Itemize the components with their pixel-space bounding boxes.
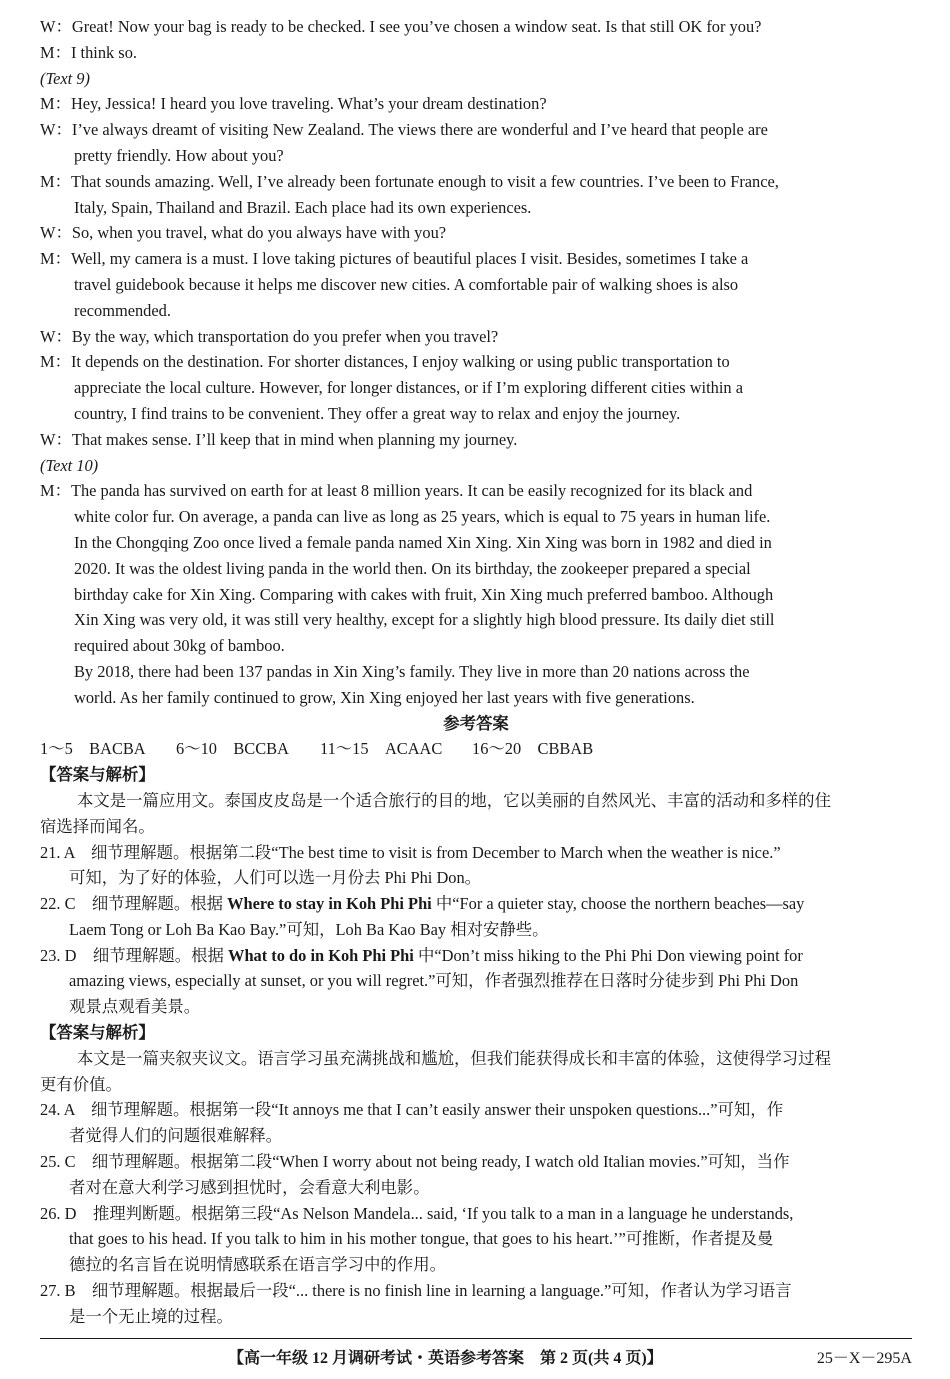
dialogue-line: country, I find trains to be convenient. They offer a great way to relax and enjoy the journey.	[74, 403, 681, 423]
dialogue-line: pretty friendly. How about you?	[74, 145, 284, 165]
monologue-line: By 2018, there had been 137 pandas in Xin Xing’s family. They live in more than 20 nations across the	[74, 661, 750, 681]
dialogue-line: Italy, Spain, Thailand and Brazil. Each place had its own experiences.	[74, 197, 532, 217]
monologue-line: birthday cake for Xin Xing. Comparing with cakes with fruit, Xin Xing much preferred bamboo. Although	[74, 584, 774, 604]
dialogue-line: travel guidebook because it helps me discover new cities. A comfortable pair of walking shoes is also	[74, 274, 739, 294]
monologue-line: white color fur. On average, a panda can live as long as 25 years, which is equal to 75 years in human life.	[74, 507, 771, 527]
text-label: (Text 10)	[40, 455, 99, 475]
dialogue-line: W：Great! Now your bag is ready to be checked. I see you’ve chosen a window seat. Is that still OK for you?	[40, 17, 762, 36]
answer-key-page	[40, 14, 912, 1330]
dialogue-line: appreciate the local culture. However, for longer distances, or if I’m exploring different cities within a	[74, 378, 743, 398]
explanation-text: 22. C 细节理解题。根据	[40, 894, 228, 914]
explanation-text: 中“For a quieter stay, choose the northern beaches—say	[431, 894, 805, 914]
monologue-line: 2020. It was the oldest living panda in the world then. On its birthday, the zookeeper prepared a special	[74, 558, 751, 578]
reference-answer-title: 参考答案	[443, 713, 509, 733]
explanation-line: 者对在意大利学习感到担忧时，会看意大利电影。	[69, 1177, 430, 1197]
answer-group: 6～10 BCCBA	[176, 739, 289, 759]
section-heading: 【答案与解析】	[40, 765, 155, 785]
monologue-line: Xin Xing was very old, it was still very healthy, except for a slightly high blood pressure. Its daily diet still	[74, 610, 775, 630]
summary-line: 本文是一篇应用文。泰国皮皮岛是一个适合旅行的目的地，它以美丽的自然风光、丰富的活动和多样的住	[77, 790, 831, 810]
explanation-line: 者觉得人们的问题很难解释。	[69, 1126, 283, 1146]
summary-line: 更有价值。	[40, 1074, 122, 1094]
dialogue-line: W：By the way, which transportation do you prefer when you travel?	[40, 326, 499, 346]
answer-group: 1～5 BACBA	[40, 739, 146, 759]
explanation-line: 是一个无止境的过程。	[69, 1306, 233, 1326]
explanation-line: 25. C 细节理解题。根据第二段“When I worry about not being ready, I watch old Italian movies.”可知，当作	[40, 1152, 790, 1172]
dialogue-line: M：That sounds amazing. Well, I’ve already been fortunate enough to visit a few countries. I’ve been to France,	[40, 171, 779, 191]
section-heading: 【答案与解析】	[40, 1023, 155, 1043]
text-label: (Text 9)	[40, 68, 90, 88]
explanation-text: 中“Don’t miss hiking to the Phi Phi Don viewing point for	[413, 945, 803, 965]
dialogue-line: W：So, when you travel, what do you always have with you?	[40, 223, 447, 243]
answer-row	[40, 736, 912, 762]
dialogue-line: recommended.	[74, 300, 171, 320]
page-footer	[40, 1338, 912, 1365]
explanation-line	[40, 943, 912, 969]
explanation-text: 23. D 细节理解题。根据	[40, 945, 229, 965]
answer-group: 11～15 ACAAC	[320, 739, 443, 759]
explanation-line	[40, 891, 912, 917]
monologue-line: required about 30kg of bamboo.	[74, 636, 285, 656]
explanation-line: 21. A 细节理解题。根据第二段“The best time to visit is from December to March when the weather is nice.”	[40, 842, 781, 862]
dialogue-line: W：That makes sense. I’ll keep that in mind when planning my journey.	[40, 429, 518, 449]
explanation-line: 24. A 细节理解题。根据第一段“It annoys me that I can’t easily answer their unspoken questions...”可知，作	[40, 1100, 784, 1120]
explanation-line: 德拉的名言旨在说明情感联系在语言学习中的作用。	[69, 1255, 446, 1275]
footer-code: 25－X－295A	[816, 1350, 912, 1367]
footer-title: 【高一年级 12 月调研考试・英语参考答案 第 2 页(共 4 页)】	[228, 1350, 663, 1367]
section-reference: Where to stay in Koh Phi Phi	[227, 894, 432, 914]
explanation-line: 可知，为了好的体验，人们可以选一月份去 Phi Phi Don。	[69, 868, 482, 888]
explanation-line: that goes to his head. If you talk to him in his mother tongue, that goes to his heart.’”可推断，作者提及曼	[69, 1229, 774, 1249]
monologue-line: world. As her family continued to grow, Xin Xing enjoyed her last years with five generations.	[74, 687, 695, 707]
monologue-line: In the Chongqing Zoo once lived a female panda named Xin Xing. Xin Xing was born in 1982 and died in	[74, 532, 772, 552]
explanation-line: Laem Tong or Loh Ba Kao Bay.”可知，Loh Ba Kao Bay 相对安静些。	[69, 919, 549, 939]
dialogue-line: M：I think so.	[40, 42, 137, 62]
summary-line: 本文是一篇夹叙夹议文。语言学习虽充满挑战和尴尬，但我们能获得成长和丰富的体验，这使得学习过程	[77, 1048, 831, 1068]
dialogue-line: M：Well, my camera is a must. I love taking pictures of beautiful places I visit. Besides, sometimes I take a	[40, 249, 749, 269]
dialogue-line: M：It depends on the destination. For shorter distances, I enjoy walking or using public transportation to	[40, 352, 730, 372]
explanation-line: amazing views, especially at sunset, or you will regret.”可知，作者强烈推荐在日落时分徒步到 Phi Phi Don	[69, 971, 799, 991]
explanation-line: 27. B 细节理解题。根据最后一段“... there is no finish line in learning a language.”可知，作者认为学习语言	[40, 1281, 792, 1301]
dialogue-line: M：Hey, Jessica! I heard you love traveling. What’s your dream destination?	[40, 94, 547, 114]
section-reference: What to do in Koh Phi Phi	[228, 945, 414, 965]
summary-line: 宿选择而闻名。	[40, 816, 155, 836]
monologue-line: M：The panda has survived on earth for at least 8 million years. It can be easily recognized for its black and	[40, 481, 753, 501]
answer-group: 16～20 CBBAB	[472, 739, 594, 759]
explanation-line: 观景点观看美景。	[69, 997, 201, 1017]
dialogue-line: W：I’ve always dreamt of visiting New Zealand. The views there are wonderful and I’ve heard that people are	[40, 120, 768, 140]
explanation-line: 26. D 推理判断题。根据第三段“As Nelson Mandela... said, ‘If you talk to a man in a language he understands,	[40, 1203, 794, 1223]
